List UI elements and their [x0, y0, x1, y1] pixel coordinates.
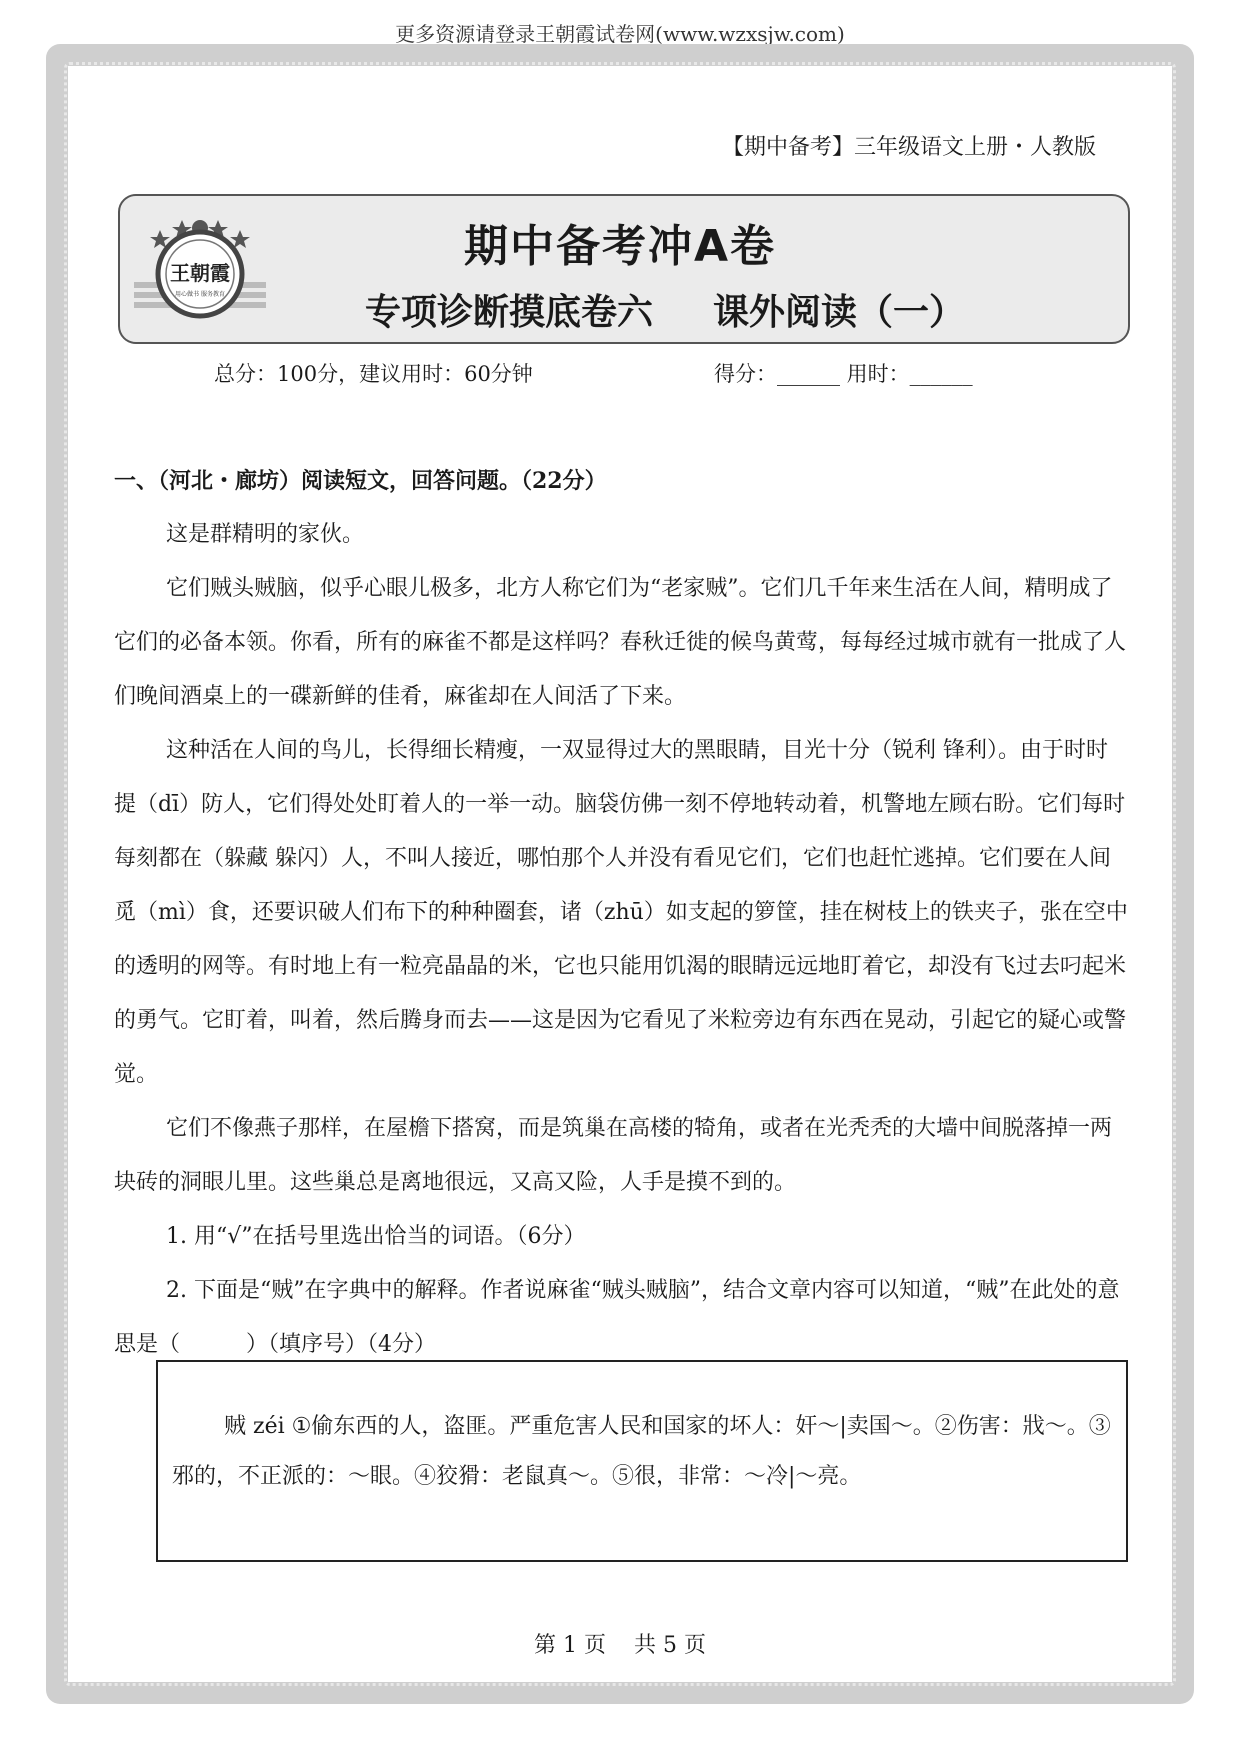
- exam-total-info: 总分：100分，建议用时：60分钟: [214, 362, 533, 386]
- subject-line: 【期中备考】三年级语文上册・人教版: [721, 135, 1096, 160]
- dictionary-definition-box: [156, 1360, 1128, 1562]
- paragraph: 这是群精明的家伙。: [166, 522, 365, 547]
- paragraph: 它们贼头贼脑，似乎心眼儿极多，北方人称它们为“老家贼”。它们几千年来生活在人间，精明成了它们的必备本领。你看，所有的麻雀不都是这样吗？春秋迁徙的候鸟黄莺，每每经过城市就有一批成了人们晚间酒桌上的一碟新鲜的佳肴，麻雀却在人间活了下来。: [114, 576, 1127, 709]
- score-time-fields: 得分：______ 用时：______: [714, 362, 973, 386]
- question-heading: 一、（河北・廊坊）阅读短文，回答问题。（22分）: [114, 468, 607, 494]
- page-title: 期中备考冲A卷: [463, 221, 777, 272]
- subtitle-left: 专项诊断摸底卷六: [365, 292, 654, 333]
- page-number: 第 1 页: [534, 1633, 606, 1658]
- page-footer: [0, 1628, 1240, 1659]
- paragraph: 它们不像燕子那样，在屋檐下搭窝，而是筑巢在高楼的犄角，或者在光秃秃的大墙中间脱落掉一两块砖的洞眼儿里。这些巢总是离地很远，又高又险，人手是摸不到的。: [114, 1116, 1113, 1195]
- question-2: 2. 下面是“贼”在字典中的解释。作者说麻雀“贼头贼脑”，结合文章内容可以知道，“贼”在此处的意思是（ ）（填序号）（4分）: [114, 1278, 1120, 1357]
- page-total: 共 5 页: [634, 1633, 706, 1658]
- paragraph: 这种活在人间的鸟儿，长得细长精瘦，一双显得过大的黑眼睛，目光十分（锐利 锋利）。由于时时提（dī）防人，它们得处处盯着人的一举一动。脑袋仿佛一刻不停地转动着，机警地左顾右盼。它们每时每刻都在（躲藏 躲闪）人，不叫人接近，哪怕那个人并没有看见它们，它们也赶忙逃掉。它们要在人间觅（mì）食，还要识破人们布下的种种圈套，诸（zhū）如支起的箩筐，挂在树枝上的铁夹子，张在空中的透明的网等。有时地上有一粒亮晶晶的米，它也只能用饥渴的眼睛远远地盯着它，却没有飞过去叼起米的勇气。它盯着，叫着，然后腾身而去——这是因为它看见了米粒旁边有东西在晃动，引起它的疑心或警觉。: [114, 738, 1128, 1087]
- dictionary-entry: 贼 zéi ①偷东西的人，盗匪。严重危害人民和国家的坏人：奸～|卖国～。②伤害：戕～。③邪的，不正派的：～眼。④狡猾：老鼠真～。⑤很，非常：～冷|～亮。: [172, 1414, 1111, 1489]
- top-note: 更多资源请登录王朝霞试卷网(www.wzxsjw.com): [395, 22, 845, 46]
- logo-motto: 用心做书 服务教育: [175, 291, 225, 298]
- reading-passage: [114, 454, 1129, 1372]
- logo-text: 王朝霞: [170, 261, 230, 285]
- subtitle-right: 课外阅读（一）: [713, 292, 966, 333]
- question-1: 1. 用“√”在括号里选出恰当的词语。（6分）: [166, 1224, 586, 1249]
- page-subtitle: [365, 284, 965, 335]
